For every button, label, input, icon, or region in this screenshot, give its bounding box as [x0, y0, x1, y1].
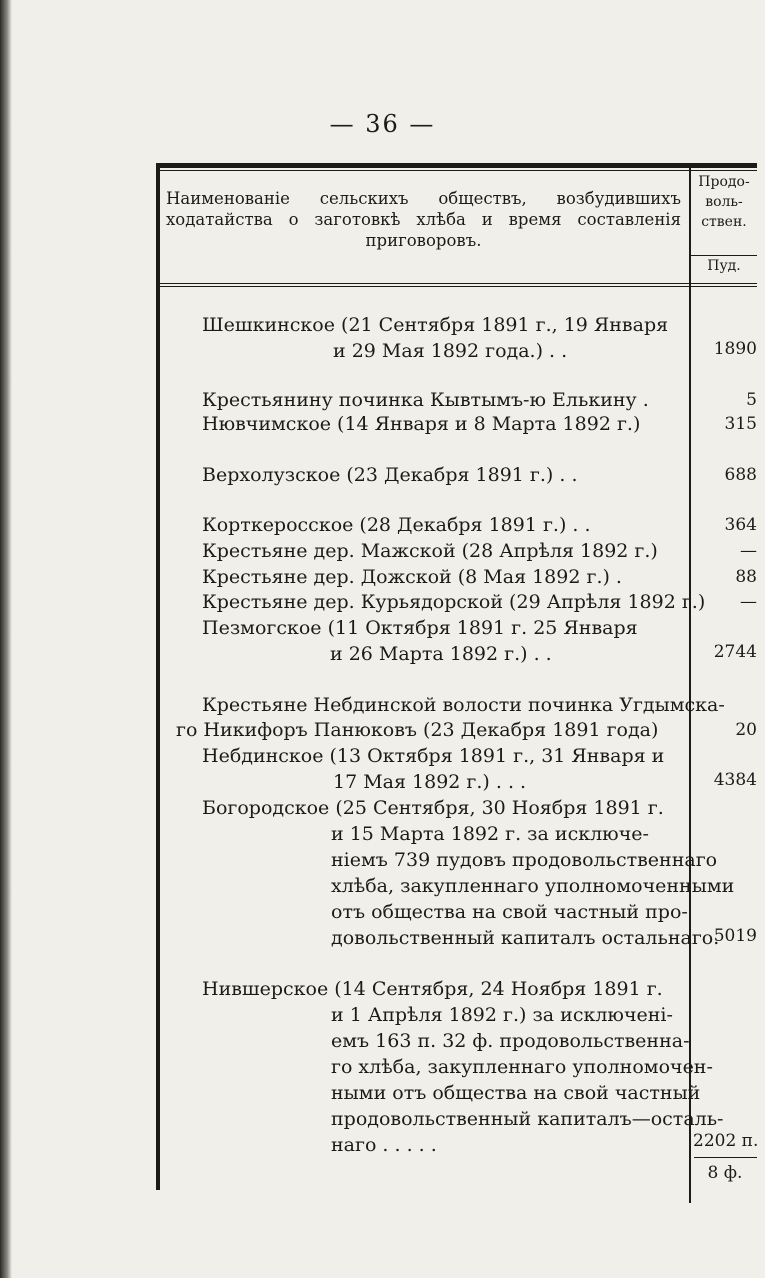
value-cell: 5 — [746, 390, 757, 410]
unit-divider — [689, 255, 757, 256]
column-header-provisions — [691, 172, 757, 232]
table-top-rule — [156, 163, 757, 168]
value-cell: 4384 — [713, 770, 757, 790]
entry-line: Крестьяне Небдинской волости починка Угдымска- — [202, 694, 725, 716]
entry-line: отъ общества на свой частный про- — [331, 901, 688, 923]
value-cell: 8 ф. — [707, 1163, 743, 1183]
value-cell: — — [740, 592, 757, 612]
entry-line: наго . . . . . — [331, 1134, 437, 1156]
entry-line: Богородское (25 Сентября, 30 Ноября 1891 г. — [202, 797, 664, 819]
column-header-line-1: Продо- — [698, 174, 750, 190]
entry-line: Небдинское (13 Октября 1891 г., 31 Января и — [202, 745, 665, 767]
value-cell: 688 — [724, 465, 757, 485]
entry-line: и 29 Мая 1892 года.) . . — [333, 340, 568, 362]
entry-line: и 1 Апрѣля 1892 г.) за исключені- — [331, 1004, 673, 1026]
entry-line: ными отъ общества на свой частный — [331, 1082, 701, 1104]
page-binding-edge — [0, 0, 12, 1278]
value-cell: 1890 — [713, 339, 757, 359]
column-unit: Пуд. — [707, 258, 741, 274]
value-cell: 315 — [724, 414, 757, 434]
value-cell: 364 — [724, 515, 757, 535]
column-header-line-2: воль- — [705, 194, 743, 210]
entry-line: Нювчимское (14 Января и 8 Марта 1892 г.) — [202, 413, 641, 435]
entry-line: 17 Мая 1892 г.) . . . — [333, 771, 527, 793]
value-cell: 20 — [735, 720, 757, 740]
entry-line: го Никифоръ Панюковъ (23 Декабря 1891 года) — [176, 719, 659, 741]
entry-line: Корткеросское (28 Декабря 1891 г.) . . — [202, 514, 591, 536]
header-bottom-rule — [160, 283, 757, 284]
table-left-rule — [156, 165, 160, 1190]
value-cell: 5019 — [713, 926, 757, 946]
entry-line: Крестьяне дер. Дожской (8 Мая 1892 г.) . — [202, 566, 622, 588]
value-cell: 2202 п. — [693, 1131, 759, 1151]
entry-line: хлѣба, закупленнаго уполномоченными — [331, 875, 735, 897]
header-bottom-rule-2 — [160, 286, 757, 287]
entry-line: и 15 Марта 1892 г. за исключе- — [331, 823, 649, 845]
value-cell: 2744 — [713, 642, 757, 662]
entry-line: го хлѣба, закупленнаго уполномочен- — [331, 1056, 713, 1078]
entry-line: Нившерское (14 Сентября, 24 Ноября 1891 г. — [202, 978, 663, 1000]
entry-line: ніемъ 739 пудовъ продовольственнаго — [331, 849, 718, 871]
entry-line: емъ 163 п. 32 ф. продовольственна- — [331, 1030, 690, 1052]
value-cell: 88 — [735, 567, 757, 587]
entry-line: Верхолузское (23 Декабря 1891 г.) . . — [202, 464, 578, 486]
column-header-title: Наименованіе сельскихъ обществъ, возбудившихъ ходатайства о заготовкѣ хлѣба и время составленія приговоровъ. — [166, 189, 681, 250]
entry-line: Крестьяне дер. Мажской (28 Апрѣля 1892 г.) — [202, 540, 658, 562]
column-header-line-3: ствен. — [701, 214, 747, 230]
entry-line: продовольственный капиталъ—осталь- — [331, 1108, 724, 1130]
page-number: — 36 — — [329, 110, 436, 138]
entry-line: и 26 Марта 1892 г.) . . — [330, 643, 552, 665]
entry-line: Шешкинское (21 Сентября 1891 г., 19 Января — [202, 314, 669, 336]
entry-line: довольственный капиталъ остальнаго. — [331, 927, 720, 949]
entry-line: Крестьяне дер. Курьядорской (29 Апрѣля 1892 г.) — [202, 591, 706, 613]
entry-line: Пезмогское (11 Октября 1891 г. 25 Января — [202, 617, 638, 639]
table-top-thin-rule — [160, 170, 757, 171]
value-cell: — — [740, 541, 757, 561]
entry-line: Крестьянину починка Кывтымъ-ю Елькину . — [202, 389, 649, 411]
total-underline — [694, 1157, 757, 1158]
